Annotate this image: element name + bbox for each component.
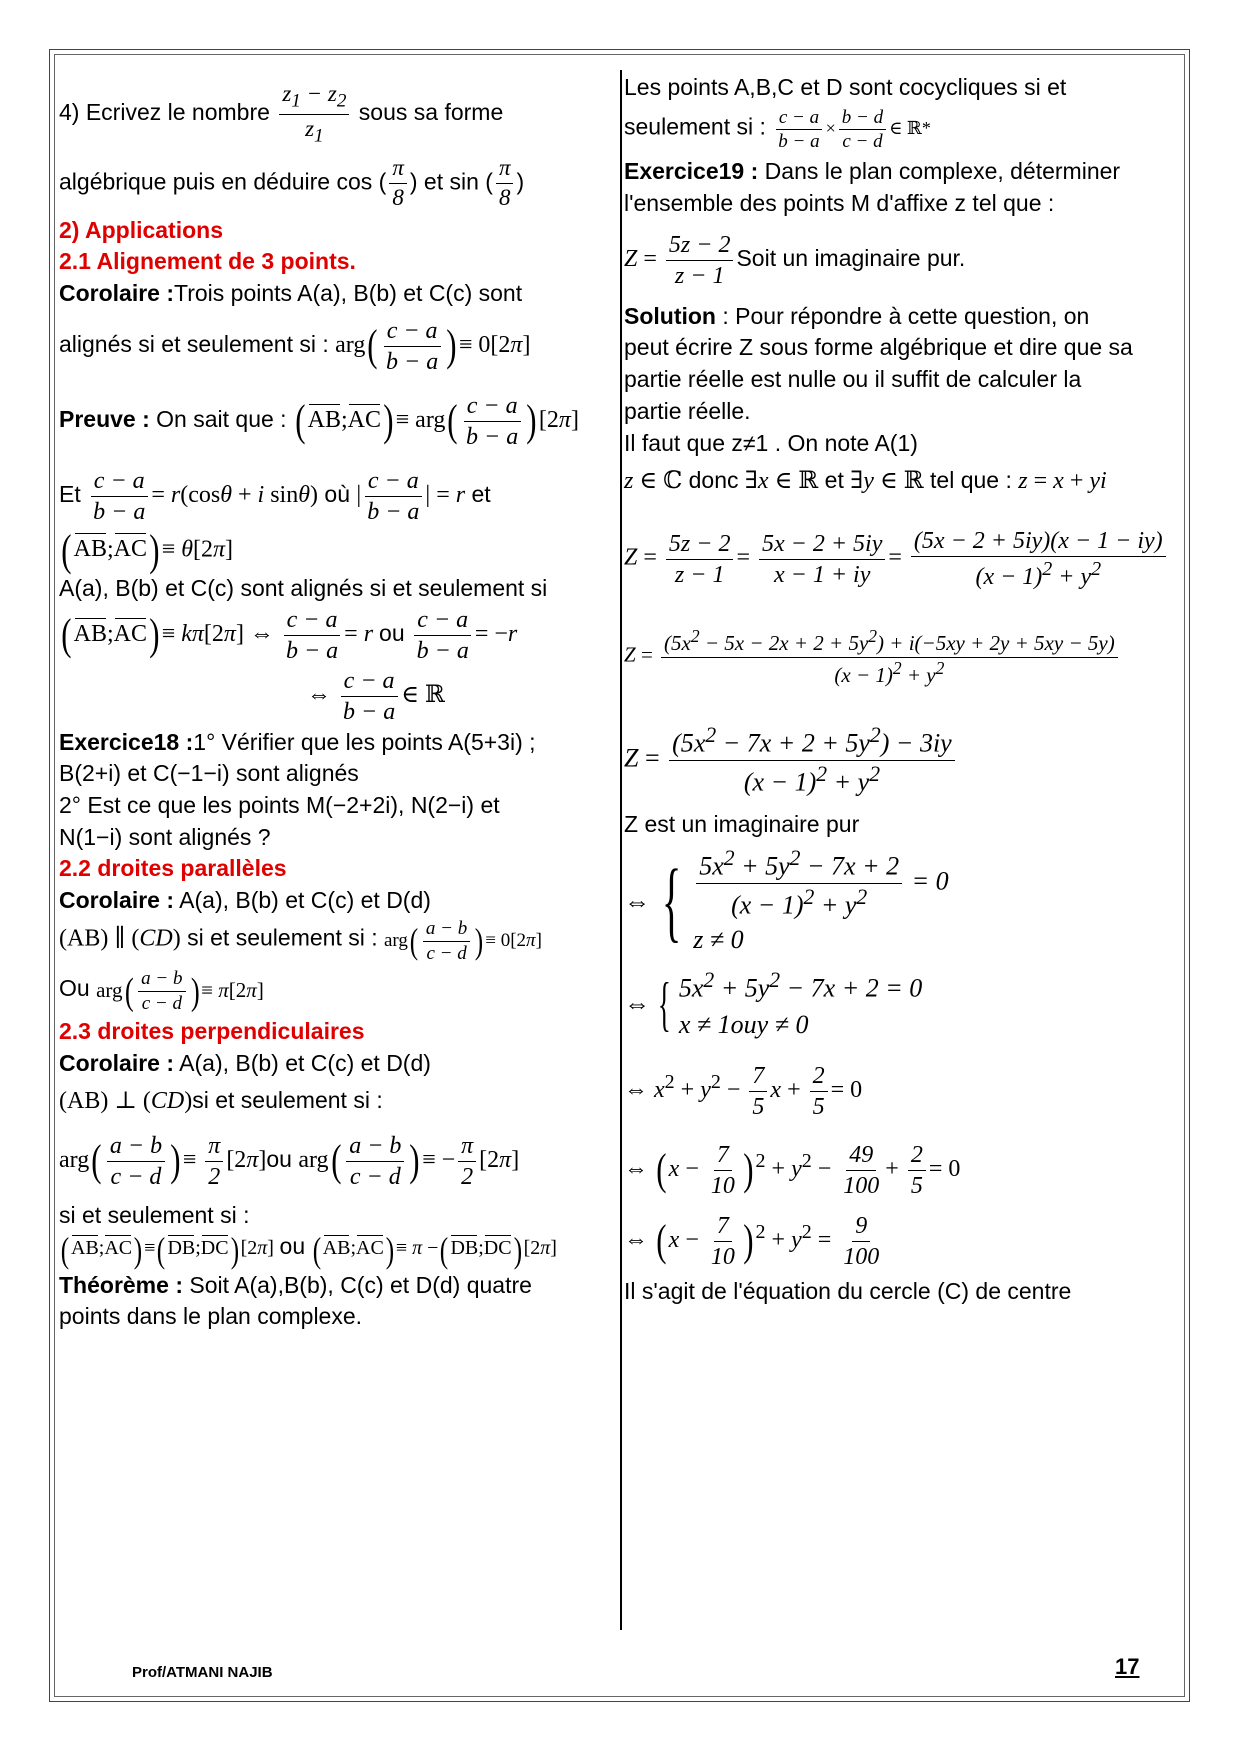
heading-alignement: 2.1 Alignement de 3 points. — [59, 248, 356, 275]
solution-line3: partie réelle est nulle ou il suffit de calculer la — [624, 366, 1082, 393]
heading-paralleles: 2.2 droites parallèles — [59, 855, 287, 882]
parallel-or: Ou arg( $\frac{a - b}{c - d}$ )≡ π[2π] — [59, 968, 264, 1015]
cocyclic-angles: (AB;AC)≡(DB;DC)[2π] ou (AB;AC)≡ π −(DB;DC)[2π] — [60, 1229, 557, 1270]
align-equivalence: (AB;AC)≡ kπ[2π] ⇔ $\frac{c - a}{b - a}$ = r ou $\frac{c - a}{b - a}$ = −r — [61, 606, 518, 664]
corolaire-3: Corolaire : A(a), B(b) et C(c) et D(d) — [59, 1049, 431, 1076]
align-condition-text: A(a), B(b) et C(c) sont alignés si et seulement si — [59, 574, 548, 601]
cocyclic-line2: seulement si : $\frac{c - a}{b - a}$ × $\frac{b - d}{c - d}$ ∈ ℝ* — [624, 106, 931, 153]
z-step3: Z = $\frac{(5x^2 - 7x + 2 + 5y^2) - 3iy}{(x - 1)^2 + y^2}$ — [624, 722, 1180, 799]
polar-form: Et $\frac{c - a}{b - a}$ = r(cosθ + i sinθ) où | $\frac{c - a}{b - a}$ | = r et — [59, 467, 491, 525]
column-divider — [620, 70, 622, 1630]
exercice18-line3: 2° Est ce que les points M(−2+2i), N(2−i) et — [59, 792, 500, 818]
exercice18: Exercice18 :1° Vérifier que les points A(5+3i) ; — [59, 728, 536, 755]
z-definition: Z = $\frac{5z - 2}{z - 1}$ Soit un imaginaire pur. — [624, 231, 966, 289]
system-2: ⇔ { $5x^2 + 5y^2 - 7x + 2 = 0$ x ≠ 1ouy ≠ 0 — [624, 968, 923, 1039]
z-imaginaire: Z est un imaginaire pur — [624, 811, 860, 838]
perp-equation: arg( $\frac{a - b}{c - d}$ )≡ $\frac{\pi}{2}$ [2π]ou arg( $\frac{a - b}{c - d}$ )≡ − $\frac{\pi}{2}$ [2π] — [59, 1132, 520, 1190]
corolaire-2: Corolaire : A(a), B(b) et C(c) et D(d) — [59, 887, 431, 914]
eq-step3: ⇔ (x − $\frac{7}{10}$ ) $^2 + y^2$ = $\frac{9}{100}$ — [624, 1212, 880, 1270]
question-4-line2: algébrique puis en déduire cos ( $\frac{\pi}{8}$ ) et sin ( $\frac{\pi}{8}$ ) — [59, 154, 607, 213]
exercice18-line2: B(2+i) et C(−1−i) sont alignés — [59, 760, 359, 787]
z-decomposition: z ∈ ℂ donc ∃x ∈ ℝ et ∃y ∈ ℝ tel que : z = x + yi — [624, 467, 1107, 495]
heading-perpendiculaires: 2.3 droites perpendiculaires — [59, 1017, 365, 1044]
page-number: 17 — [1115, 1654, 1140, 1679]
z-step1: Z = $\frac{5z - 2}{z - 1}$ = $\frac{5x - 2 + 5iy}{x - 1 + iy}$ = $\frac{(5x - 2 + 5iy)(x - 1 - iy)}{(x - 1)^2 + y^2}$ — [624, 526, 1180, 592]
pi-over-8: $\frac{\pi}{8}$ — [496, 154, 514, 213]
eq-step1: ⇔ $x^2 + y^2$ − $\frac{7}{5}$ x + $\frac{2}{5}$ = 0 — [624, 1062, 863, 1120]
preuve: Preuve : On sait que : (AB;AC)≡ arg( $\frac{c - a}{b - a}$ )[2π] — [59, 392, 579, 450]
heading-applications: 2) Applications — [59, 216, 223, 243]
exercice19: Exercice19 : Dans le plan complexe, déterminer — [624, 158, 1121, 185]
exercice19-line2: l'ensemble des points M d'affixe z tel que : — [624, 189, 1055, 216]
eq-step2: ⇔ (x − $\frac{7}{10}$ ) $^2 + y^2$ − $\frac{49}{100}$ + $\frac{2}{5}$ = 0 — [624, 1141, 961, 1199]
align-real: ⇔ $\frac{c - a}{b - a}$ ∈ ℝ — [307, 667, 445, 725]
ssi-label: si et seulement si : — [59, 1201, 250, 1228]
pi-over-8: $\frac{\pi}{8}$ — [389, 154, 407, 213]
right-column — [624, 72, 1180, 1307]
footer-author: Prof/ATMANI NAJIB — [132, 1664, 273, 1681]
alignes-condition: alignés si et seulement si : arg( $\frac{c - a}{b - a}$ )≡ 0[2π] — [59, 317, 531, 375]
z-step2: Z = $\frac{(5x^2 - 5x - 2x + 2 + 5y^2) + i(-5xy + 2y + 5xy - 5y)}{(x - 1)^2 + y^2}$ — [624, 626, 1180, 688]
left-column — [59, 78, 607, 1333]
corolaire-1: Corolaire :Trois points A(a), B(b) et C(c) sont — [59, 280, 523, 307]
solution: Solution : Pour répondre à cette question, on — [624, 302, 1090, 329]
solution-line4: partie réelle. — [624, 397, 751, 424]
cercle-conclusion: Il s'agit de l'équation du cercle (C) de centre — [624, 1277, 1072, 1304]
theoreme-line2: points dans le plan complexe. — [59, 1303, 363, 1330]
theoreme: Théorème : Soit A(a),B(b), C(c) et D(d) quatre — [59, 1271, 532, 1298]
z-fraction: $\frac{z_1 - z_2}{z_1}$ — [279, 80, 349, 148]
cocyclic-line1: Les points A,B,C et D sont cocycliques si et — [624, 74, 1067, 100]
solution-line5: Il faut que z≠1 . On note A(1) — [624, 429, 918, 456]
angle-theta: (AB;AC)≡ θ[2π] — [61, 525, 234, 575]
question-4-line1: 4) Ecrivez le nombre $\frac{z_1 - z_2}{z_1}$ sous sa forme — [59, 81, 504, 147]
exercice18-line4: N(1−i) sont alignés ? — [59, 823, 271, 850]
parallel-condition: (AB) ∥ (CD) si et seulement si : arg( $\frac{a - b}{c - d}$ )≡ 0[2π] — [59, 917, 542, 964]
perp-condition: (AB) ⊥ (CD)si et seulement si : — [59, 1087, 383, 1115]
solution-line2: peut écrire Z sous forme algébrique et dire que sa — [624, 334, 1133, 361]
system-1: ⇔ { $\frac{5x^2 + 5y^2 - 7x + 2}{(x - 1)^2 + y^2}$ = 0 z ≠ 0 — [624, 846, 949, 955]
